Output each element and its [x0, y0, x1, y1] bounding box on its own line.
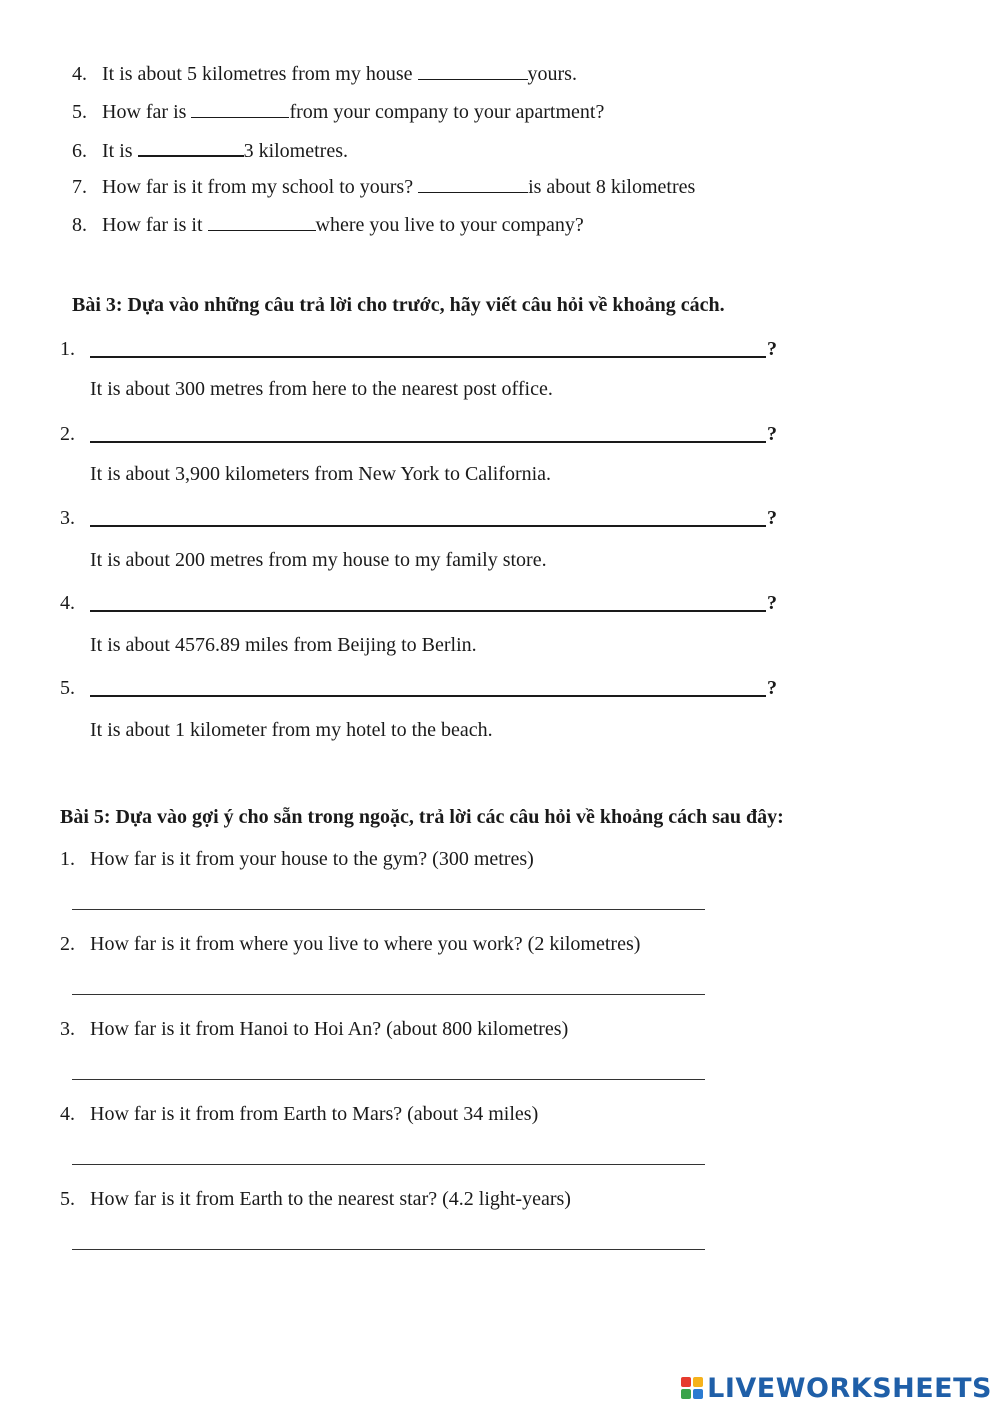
- answer-blank[interactable]: [208, 212, 316, 231]
- liveworksheets-brand[interactable]: [681, 1371, 992, 1405]
- logo-square-blue: [693, 1389, 703, 1399]
- logo-square-yellow: [693, 1377, 703, 1387]
- item-number: 3.: [60, 1018, 75, 1040]
- given-answer: It is about 200 metres from my house to my family store.: [90, 549, 547, 571]
- brand-name: LIVEWORKSHEETS: [707, 1372, 992, 1404]
- bai3-heading: Bài 3: Dựa vào những câu trả lời cho trước, hãy viết câu hỏi về khoảng cách.: [72, 294, 725, 316]
- item-number: 2.: [60, 423, 75, 445]
- question-input-line[interactable]: [90, 356, 766, 358]
- item-text-after: where you live to your company?: [315, 214, 584, 236]
- item-number: 1.: [60, 338, 75, 360]
- question-input-line[interactable]: [90, 610, 766, 612]
- question-input-line[interactable]: [90, 695, 766, 697]
- question-text: [60, 1017, 568, 1041]
- part2-item-4: [72, 61, 577, 86]
- question-mark: ?: [767, 423, 777, 445]
- item-number: 4.: [72, 63, 87, 85]
- given-answer: It is about 4576.89 miles from Beijing to Berlin.: [90, 634, 477, 656]
- part2-item-7: [72, 174, 695, 199]
- item-number: 5.: [60, 677, 75, 699]
- question-text: [60, 1187, 571, 1211]
- item-text-before: How far is it from my school to yours?: [102, 176, 419, 198]
- question-label: How far is it from Hanoi to Hoi An? (about 800 kilometres): [90, 1018, 569, 1040]
- question-text: [60, 847, 534, 871]
- answer-blank[interactable]: [418, 61, 528, 80]
- item-number: 6.: [72, 140, 87, 162]
- item-text-after: yours.: [527, 63, 577, 85]
- answer-blank[interactable]: [418, 174, 528, 193]
- item-text-before: It is: [102, 140, 138, 162]
- item-number: 2.: [60, 933, 75, 955]
- part2-item-6: [72, 137, 348, 163]
- item-text-before: It is about 5 kilometres from my house: [102, 63, 418, 85]
- given-answer: It is about 1 kilometer from my hotel to the beach.: [90, 719, 493, 741]
- item-text-before: How far is: [102, 101, 192, 123]
- given-answer: It is about 3,900 kilometers from New York to California.: [90, 463, 552, 485]
- question-label: How far is it from where you live to where you work? (2 kilometres): [90, 933, 641, 955]
- item-number: 1.: [60, 848, 75, 870]
- part2-item-8: [72, 212, 584, 237]
- answer-input-line[interactable]: [72, 1249, 705, 1250]
- question-mark: ?: [767, 338, 777, 360]
- bai5-heading: Bài 5: Dựa vào gợi ý cho sẵn trong ngoặc, trả lời các câu hỏi về khoảng cách sau đây:: [60, 806, 784, 828]
- question-label: How far is it from from Earth to Mars? (about 34 miles): [90, 1103, 539, 1125]
- question-mark: ?: [767, 507, 777, 529]
- item-number: 5.: [60, 1188, 75, 1210]
- item-text-before: How far is it: [102, 214, 208, 236]
- item-number: 7.: [72, 176, 87, 198]
- item-number: 4.: [60, 1103, 75, 1125]
- logo-square-red: [681, 1377, 691, 1387]
- item-number: 5.: [72, 101, 87, 123]
- item-text-after: is about 8 kilometres: [528, 176, 696, 198]
- question-label: How far is it from Earth to the nearest star? (4.2 light-years): [90, 1188, 571, 1210]
- question-mark: ?: [767, 592, 777, 614]
- answer-input-line[interactable]: [72, 1079, 705, 1080]
- answer-input-line[interactable]: [72, 909, 705, 910]
- question-mark: ?: [767, 677, 777, 699]
- answer-blank[interactable]: [191, 99, 289, 118]
- given-answer: It is about 300 metres from here to the nearest post office.: [90, 378, 553, 400]
- answer-input-line[interactable]: [72, 994, 705, 995]
- question-text: [60, 1102, 538, 1126]
- item-number: 3.: [60, 507, 75, 529]
- liveworksheets-logo-icon: [681, 1377, 703, 1399]
- question-input-line[interactable]: [90, 441, 766, 443]
- answer-input-line[interactable]: [72, 1164, 705, 1165]
- part2-item-5: [72, 99, 604, 124]
- question-label: How far is it from your house to the gym? (300 metres): [90, 848, 534, 870]
- question-text: [60, 932, 640, 956]
- item-number: 8.: [72, 214, 87, 236]
- answer-blank[interactable]: [138, 137, 244, 157]
- question-input-line[interactable]: [90, 525, 766, 527]
- item-text-after: from your company to your apartment?: [289, 101, 605, 123]
- item-number: 4.: [60, 592, 75, 614]
- logo-square-green: [681, 1389, 691, 1399]
- item-text-after: 3 kilometres.: [243, 140, 348, 162]
